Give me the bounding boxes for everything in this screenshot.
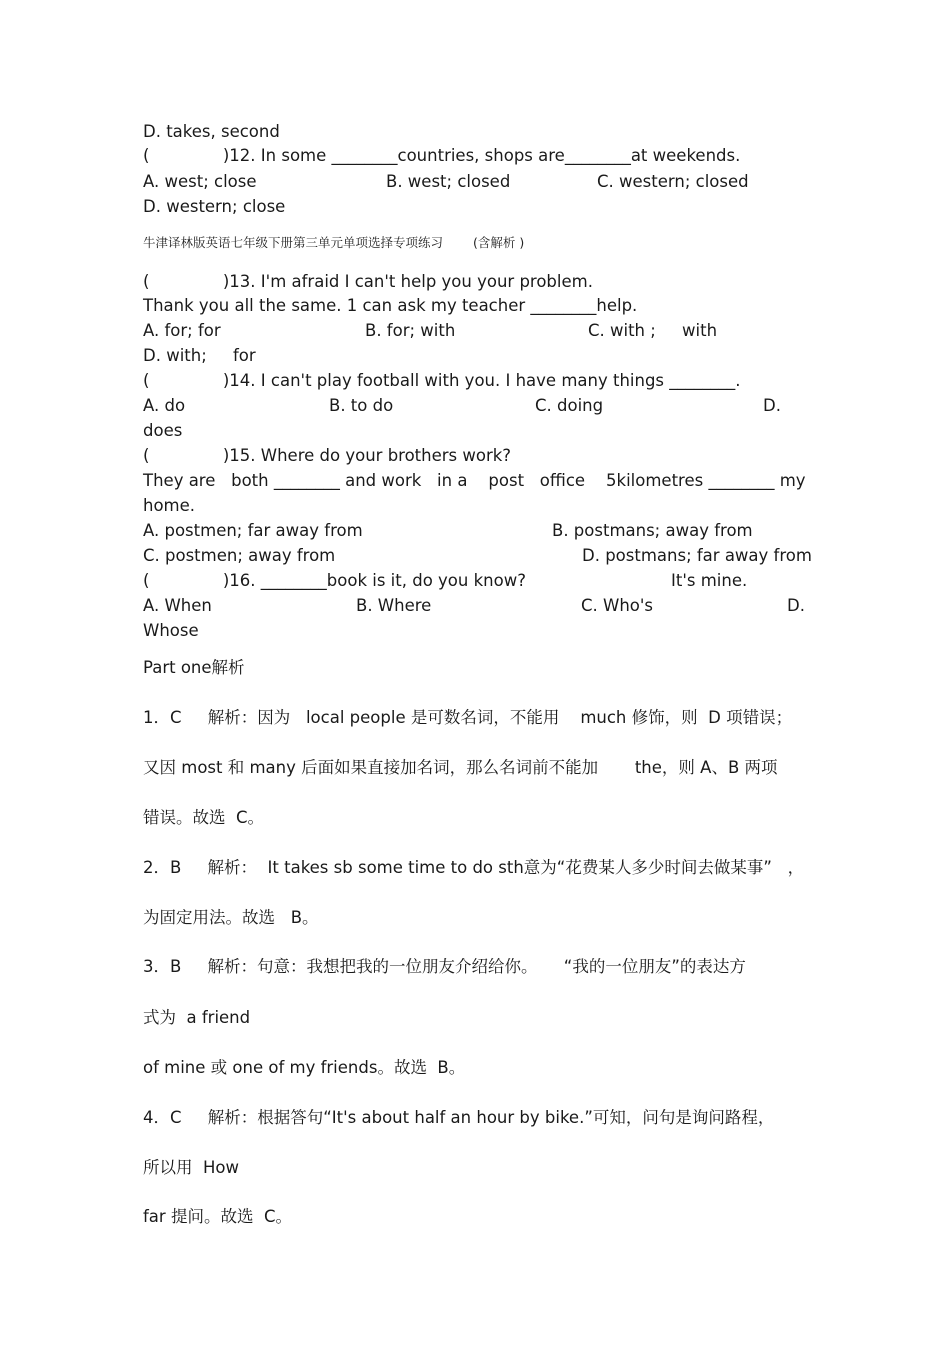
q13-option-c: C. with ; with <box>588 321 718 340</box>
q13-option-d: D. with; for <box>143 346 256 365</box>
analysis-3-line-2: 式为 a friend <box>143 1008 251 1027</box>
q13-stem-2: Thank you all the same. 1 can ask my teacher ________help. <box>143 296 638 315</box>
analysis-1-line-2: 又因 most 和 many 后面如果直接加名词，那么名词前不能加 the，则 A、B 两项 <box>143 758 778 777</box>
q13-option-a: A. for; for <box>143 321 221 340</box>
q12-stem: ( )12. In some ________countries, shops are________at weekends. <box>143 146 741 165</box>
q14-option-d-text: does <box>143 421 183 440</box>
analysis-2-line-1: 2．B 解析： It takes sb some time to do sth意为“花费某人多少时间去做某事” ， <box>143 858 805 877</box>
q16-option-d-text: Whose <box>143 621 199 640</box>
q14-option-b: B. to do <box>329 396 394 415</box>
q15-option-a: A. postmen; far away from <box>143 521 363 540</box>
analysis-4-line-1: 4．C 解析：根据答句“It's about half an hour by bike.”可知，问句是询问路程， <box>143 1108 775 1127</box>
analysis-title: Part one解析 <box>143 658 245 677</box>
q16-option-a: A. When <box>143 596 212 615</box>
q16-option-c: C. Who's <box>581 596 654 615</box>
analysis-4-line-2: 所以用 How <box>143 1158 239 1177</box>
analysis-1-line-3: 错误。故选 C。 <box>143 808 265 827</box>
q12-option-c: C. western; closed <box>597 172 749 191</box>
analysis-3-line-3: of mine 或 one of my friends。故选 B。 <box>143 1058 466 1077</box>
analysis-2-line-2: 为固定用法。故选 B。 <box>143 908 319 927</box>
analysis-3-line-1: 3．B 解析：句意：我想把我的一位朋友介绍给你。 “我的一位朋友”的表达方 <box>143 957 746 976</box>
q16-stem: ( )16. ________book is it, do you know? <box>143 571 526 590</box>
q11-option-d: D. takes, second <box>143 122 280 141</box>
q13-stem: ( )13. I'm afraid I can't help you your problem. <box>143 272 593 291</box>
q13-option-b: B. for; with <box>365 321 456 340</box>
q14-option-d-label: D. <box>763 396 781 415</box>
q16-option-d-label: D. <box>787 596 805 615</box>
q14-option-c: C. doing <box>535 396 604 415</box>
analysis-1-line-1: 1．C 解析：因为 local people 是可数名词，不能用 much 修饰，则 D 项错误； <box>143 708 793 727</box>
q14-stem: ( )14. I can't play football with you. I have many things ________. <box>143 371 741 390</box>
page-header <box>143 235 524 251</box>
q16-reply: It's mine. <box>671 571 748 590</box>
q15-stem-2: They are both ________ and work in a post office 5kilometres ________ my <box>143 471 806 490</box>
page-header-note: (含解析 ) <box>473 235 525 250</box>
q12-option-b: B. west; closed <box>386 172 511 191</box>
q12-option-a: A. west; close <box>143 172 257 191</box>
q15-option-c: C. postmen; away from <box>143 546 336 565</box>
q12-option-d: D. western; close <box>143 197 286 216</box>
page-header-title: 牛津译林版英语七年级下册第三单元单项选择专项练习 <box>143 235 444 250</box>
q15-stem: ( )15. Where do your brothers work? <box>143 446 512 465</box>
q16-option-b: B. Where <box>356 596 432 615</box>
q15-option-d: D. postmans; far away from <box>582 546 812 565</box>
q14-option-a: A. do <box>143 396 186 415</box>
q15-option-b: B. postmans; away from <box>552 521 753 540</box>
analysis-4-line-3: far 提问。故选 C。 <box>143 1207 292 1226</box>
q15-stem-3: home. <box>143 496 196 515</box>
